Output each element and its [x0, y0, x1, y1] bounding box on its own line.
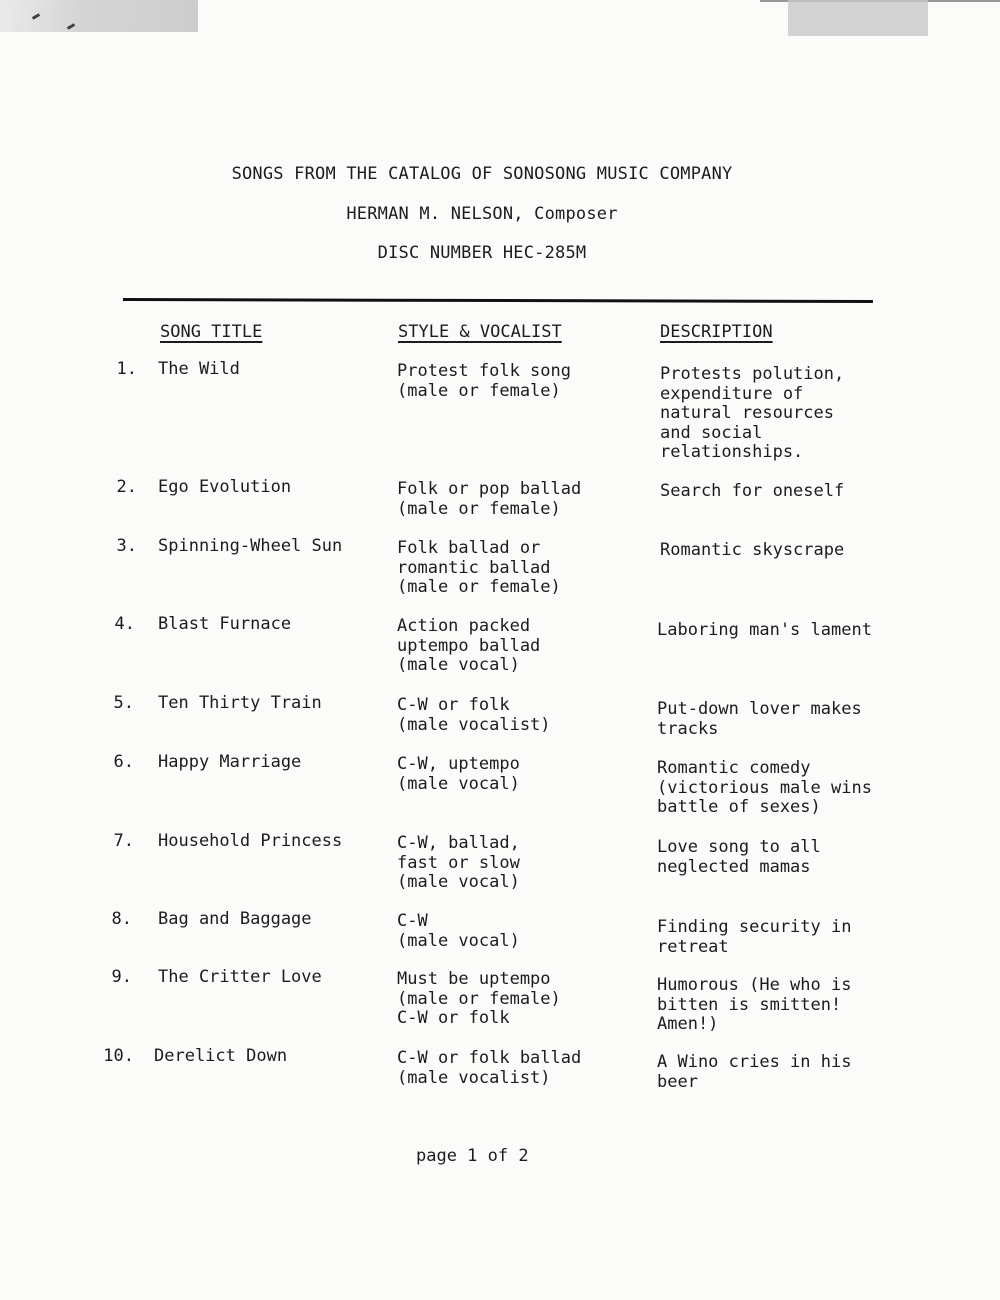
song-title: Blast Furnace	[158, 614, 292, 634]
staple-mark	[32, 13, 40, 20]
scan-artifact-top-right	[788, 0, 928, 36]
song-number: 2.	[116, 477, 137, 497]
staple-mark	[67, 23, 75, 30]
song-style-vocalist: Folk or pop ballad (male or female)	[397, 479, 582, 519]
song-style-vocalist: C-W or folk ballad (male vocalist)	[397, 1048, 582, 1088]
song-number: 9.	[111, 967, 132, 987]
song-title: Ten Thirty Train	[158, 693, 322, 713]
song-style-vocalist: Must be uptempo (male or female) C-W or folk	[397, 969, 561, 1028]
song-number: 7.	[113, 831, 134, 851]
song-title: Bag and Baggage	[158, 909, 312, 929]
song-number: 3.	[116, 536, 137, 556]
song-description: Put-down lover makes tracks	[657, 699, 862, 739]
song-style-vocalist: Folk ballad or romantic ballad (male or female)	[397, 538, 561, 597]
song-title: Derelict Down	[154, 1046, 288, 1066]
song-description: Romantic skyscrape	[660, 540, 845, 560]
song-style-vocalist: C-W, uptempo (male vocal)	[397, 754, 520, 794]
document-title: SONGS FROM THE CATALOG OF SONOSONG MUSIC COMPANY	[231, 164, 733, 184]
song-description: A Wino cries in his beer	[657, 1052, 852, 1092]
song-title: The Critter Love	[158, 967, 322, 987]
scan-artifact-top-left	[0, 0, 198, 32]
column-header-style-vocalist: STYLE & VOCALIST	[398, 322, 562, 342]
song-title: Happy Marriage	[158, 752, 302, 772]
song-description: Finding security in retreat	[657, 917, 852, 957]
song-title: Household Princess	[158, 831, 343, 851]
song-description: Romantic comedy (victorious male wins battle of sexes)	[657, 758, 872, 817]
page-number: page 1 of 2	[416, 1146, 529, 1166]
song-number: 4.	[114, 614, 135, 634]
song-style-vocalist: C-W (male vocal)	[397, 911, 520, 951]
column-header-song-title: SONG TITLE	[160, 322, 263, 342]
song-description: Search for oneself	[660, 481, 845, 501]
column-header-description: DESCRIPTION	[660, 322, 773, 342]
song-title: The Wild	[158, 359, 240, 379]
song-number: 6.	[113, 752, 134, 772]
song-style-vocalist: C-W, ballad, fast or slow (male vocal)	[397, 833, 520, 892]
song-number: 10.	[103, 1046, 134, 1066]
song-style-vocalist: C-W or folk (male vocalist)	[397, 695, 551, 735]
song-title: Spinning-Wheel Sun	[158, 536, 343, 556]
song-description: Laboring man's lament	[657, 620, 872, 640]
song-description: Humorous (He who is bitten is smitten! Amen!)	[657, 975, 852, 1034]
song-description: Protests polution, expenditure of natural resources and social relationships.	[660, 364, 845, 462]
song-number: 5.	[113, 693, 134, 713]
horizontal-rule	[123, 298, 873, 303]
song-title: Ego Evolution	[158, 477, 292, 497]
song-description: Love song to all neglected mamas	[657, 837, 821, 877]
composer-line: HERMAN M. NELSON, Composer	[346, 204, 618, 224]
disc-number: DISC NUMBER HEC-285M	[377, 243, 587, 263]
song-number: 8.	[111, 909, 132, 929]
song-number: 1.	[116, 359, 137, 379]
song-style-vocalist: Action packed uptempo ballad (male vocal)	[397, 616, 541, 675]
song-style-vocalist: Protest folk song (male or female)	[397, 361, 571, 401]
